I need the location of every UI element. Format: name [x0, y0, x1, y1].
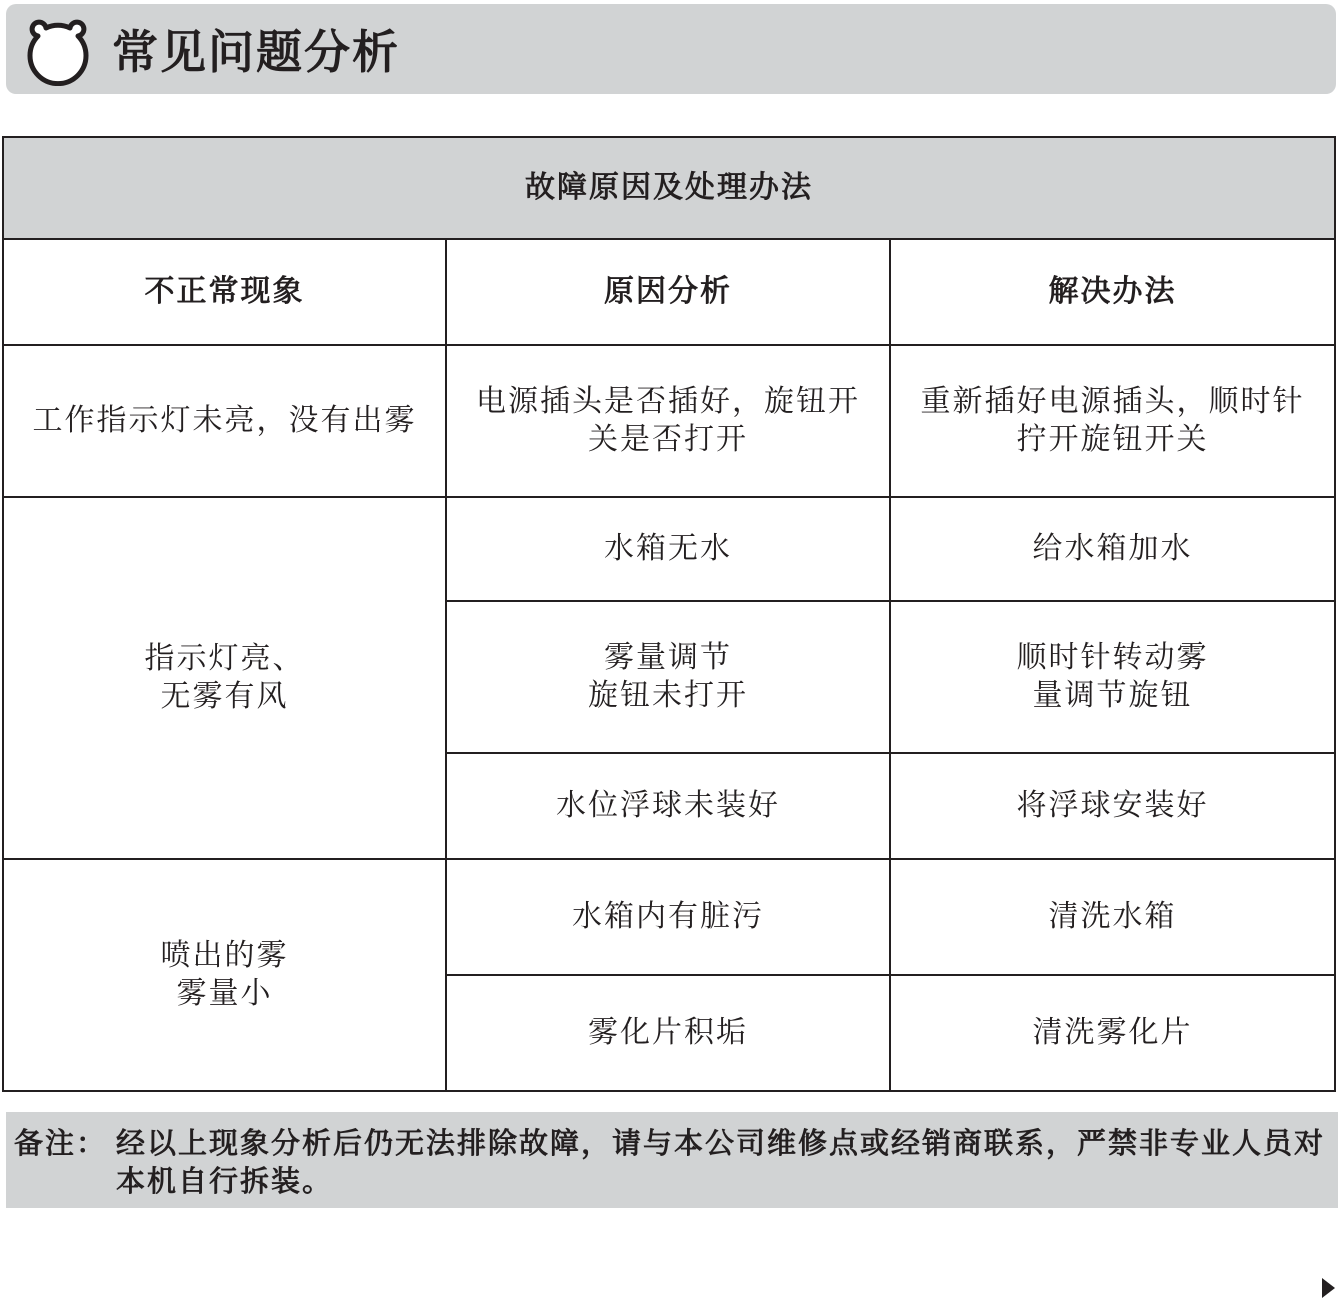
- note-label: 备注：: [14, 1126, 108, 1160]
- table-row: [3, 859, 1335, 975]
- next-page-arrow-icon[interactable]: [1322, 1278, 1335, 1298]
- solution-line: 量调节旋钮: [1032, 678, 1193, 713]
- note-box: [6, 1112, 1338, 1208]
- solution-cell: 清洗水箱: [890, 859, 1335, 975]
- solution-cell: 给水箱加水: [890, 497, 1335, 601]
- page-title: 常见问题分析: [112, 25, 400, 79]
- solution-cell: 将浮球安装好: [890, 753, 1335, 859]
- table-caption: 故障原因及处理办法: [3, 137, 1335, 239]
- solution-cell: 清洗雾化片: [890, 975, 1335, 1091]
- table-row: [3, 497, 1335, 601]
- solution-line: 顺时针转动雾: [1016, 640, 1209, 675]
- symptom-cell: [3, 859, 446, 1091]
- symptom-cell: 工作指示灯未亮，没有出雾: [3, 345, 446, 497]
- cause-cell: 雾化片积垢: [446, 975, 890, 1091]
- section-header: [6, 4, 1336, 94]
- solution-cell: [890, 601, 1335, 753]
- cause-line: 雾量调节: [604, 640, 732, 675]
- column-header-cause: 原因分析: [446, 239, 890, 345]
- symptom-line: 雾量小: [176, 976, 273, 1011]
- cause-cell: 水箱无水: [446, 497, 890, 601]
- symptom-line: 无雾有风: [160, 679, 289, 714]
- column-header-symptom: 不正常现象: [3, 239, 446, 345]
- cause-line: 旋钮未打开: [588, 678, 748, 713]
- table-row: [3, 345, 1335, 497]
- symptom-line: 喷出的雾: [160, 938, 289, 973]
- bear-head-icon: [24, 18, 92, 86]
- cause-cell: 水位浮球未装好: [446, 753, 890, 859]
- troubleshooting-table: [2, 136, 1336, 1092]
- column-header-solution: 解决办法: [890, 239, 1335, 345]
- cause-cell: [446, 601, 890, 753]
- note-text: 经以上现象分析后仍无法排除故障，请与本公司维修点或经销商联系，严禁非专业人员对本机自行拆装。: [116, 1126, 1326, 1198]
- cause-cell: 水箱内有脏污: [446, 859, 890, 975]
- solution-cell: 重新插好电源插头，顺时针拧开旋钮开关: [890, 345, 1335, 497]
- cause-cell: 电源插头是否插好，旋钮开关是否打开: [446, 345, 890, 497]
- symptom-line: 指示灯亮、: [144, 641, 305, 676]
- symptom-cell: [3, 497, 446, 859]
